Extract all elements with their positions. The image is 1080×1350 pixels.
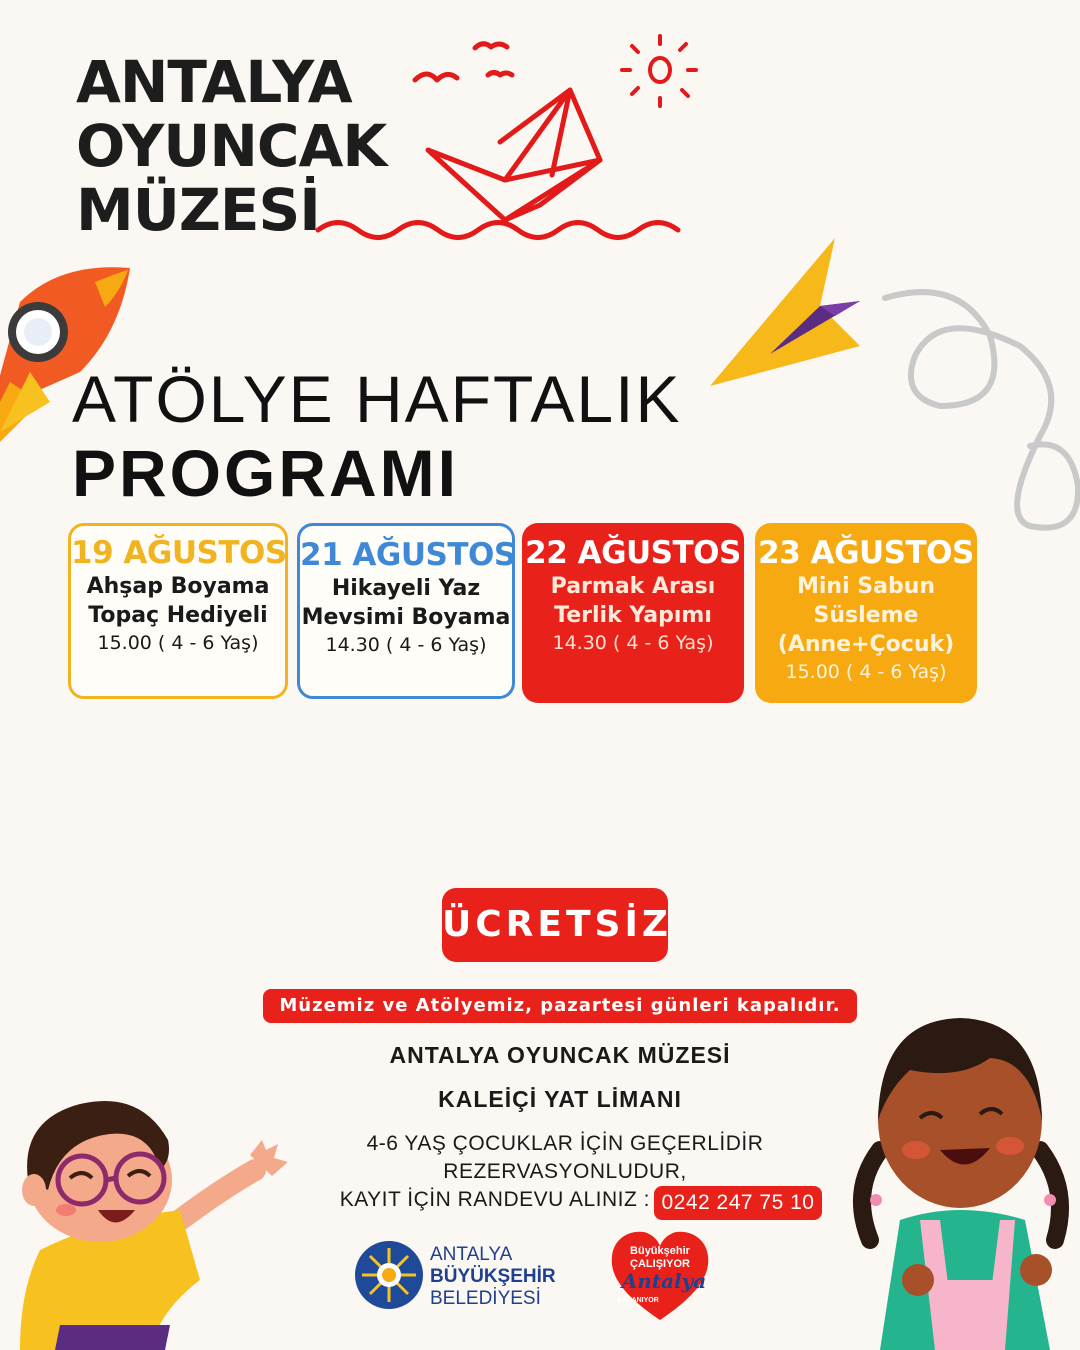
workshop-card-23 [755,523,977,703]
card-workshop-name: (Anne+Çocuk) [777,632,955,657]
program-title-line1: ATÖLYE HAFTALIK [72,362,682,436]
museum-title [76,50,386,242]
free-badge: ÜCRETSİZ [442,888,668,962]
card-time: 15.00 ( 4 - 6 Yaş) [97,632,259,654]
slogan-line: Antalya [621,1269,707,1293]
program-title-line2: PROGRAMI [72,436,459,510]
card-time: 14.30 ( 4 - 6 Yaş) [325,634,487,656]
card-time: 15.00 ( 4 - 6 Yaş) [785,661,947,683]
slogan-line: Büyükşehir [630,1245,690,1257]
phone-number[interactable]: 0242 247 75 10 [654,1186,822,1220]
workshop-card-19 [68,523,288,699]
appointment-info: KAYIT İÇİN RANDEVU ALINIZ : [339,1188,650,1211]
card-date: 19 AĞUSTOS [71,535,287,571]
card-workshop-name: Mevsimi Boyama [301,605,511,630]
municipality-logo-text [430,1244,556,1310]
reservation-info: REZERVASYONLUDUR, [443,1160,687,1183]
logo-line: BELEDİYESİ [430,1288,541,1309]
museum-title-line: ANTALYA [76,48,352,116]
card-workshop-name: Hikayeli Yaz [331,576,481,601]
card-workshop-name: Ahşap Boyama [86,574,270,599]
card-date: 21 AĞUSTOS [300,537,516,573]
boy-illustration [0,1060,300,1350]
closed-notice: Müzemiz ve Atölyemiz, pazartesi günleri kapalıdır. [263,989,857,1023]
workshop-card-21 [297,523,515,699]
card-workshop-name: Mini Sabun [796,574,936,599]
slogan-line: KAZANIYOR [617,1297,659,1304]
age-info: 4-6 YAŞ ÇOCUKLAR İÇİN GEÇERLİDİR [366,1132,764,1155]
museum-title-line: OYUNCAK [76,112,387,180]
girl-illustration [840,1000,1080,1350]
program-title [72,362,681,510]
logo-line: BÜYÜKŞEHİR [430,1266,556,1287]
card-workshop-name: Topaç Hediyeli [88,603,268,628]
card-workshop-name: Süsleme [813,603,919,628]
municipality-logo-icon [354,1240,424,1310]
address-location: KALEİÇİ YAT LİMANI [438,1086,682,1112]
logo-line: ANTALYA [430,1244,513,1265]
card-time: 14.30 ( 4 - 6 Yaş) [552,632,714,654]
slogan-heart-logo [608,1228,712,1324]
card-workshop-name: Terlik Yapımı [554,603,712,628]
sun-icon [622,36,696,106]
slogan-line: ÇALIŞIYOR [630,1258,690,1270]
card-workshop-name: Parmak Arası [550,574,716,599]
card-date: 23 AĞUSTOS [758,535,974,571]
address-museum-name: ANTALYA OYUNCAK MÜZESİ [389,1042,731,1068]
workshop-card-22 [522,523,744,703]
card-date: 22 AĞUSTOS [525,535,741,571]
museum-title-line: MÜZESİ [76,176,320,244]
paper-plane-icon [700,236,1080,536]
